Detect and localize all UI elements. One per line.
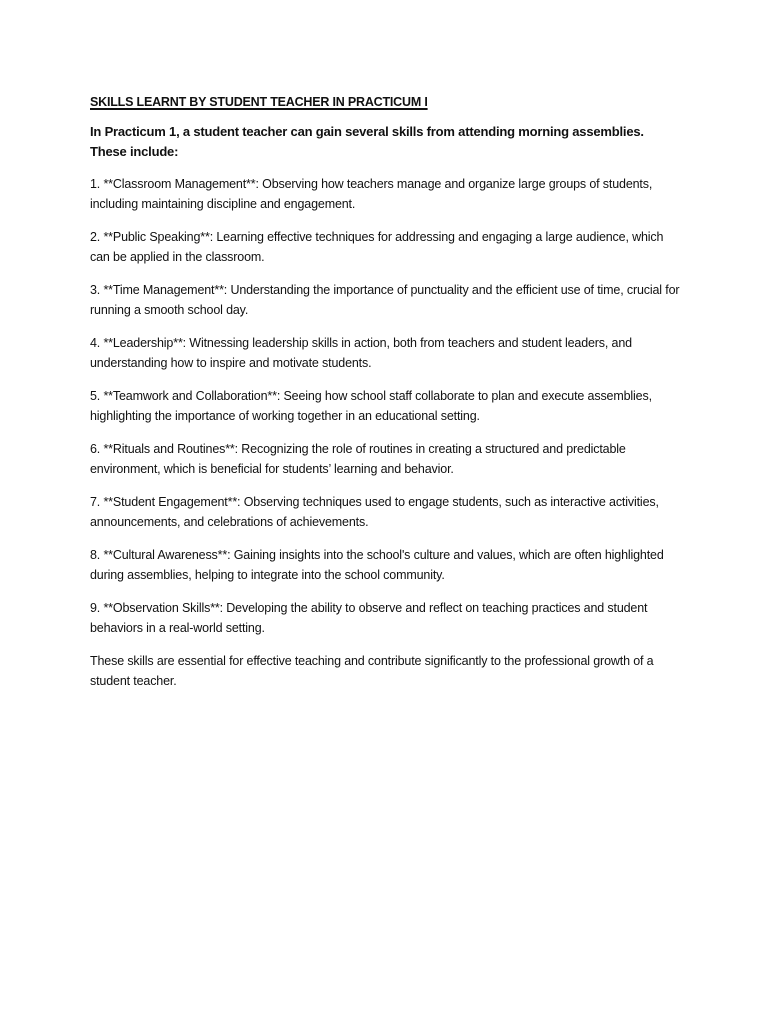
skill-item-time-management: 3. **Time Management**: Understanding the importance of punctuality and the efficient use of time, crucial for running a smooth school day. — [90, 283, 680, 317]
skill-item-public-speaking: 2. **Public Speaking**: Learning effective techniques for addressing and engaging a large audience, which can be applied in the classroom. — [90, 230, 664, 264]
skill-item-leadership: 4. **Leadership**: Witnessing leadership skills in action, both from teachers and student leaders, and understanding how to inspire and motivate students. — [90, 336, 632, 370]
skill-item-observation-skills: 9. **Observation Skills**: Developing the ability to observe and reflect on teaching practices and student behaviors in a real-world setting. — [90, 601, 648, 635]
skill-item-rituals-routines: 6. **Rituals and Routines**: Recognizing the role of routines in creating a structured and predictable environment, which is beneficial for students’ learning and behavior. — [90, 442, 626, 476]
skill-item-teamwork: 5. **Teamwork and Collaboration**: Seeing how school staff collaborate to plan and execute assemblies, highlighting the importance of working together in an educational setting. — [90, 389, 652, 423]
skill-item-cultural-awareness: 8. **Cultural Awareness**: Gaining insights into the school's culture and values, which are often highlighted during assemblies, helping to integrate into the school community. — [90, 548, 664, 582]
document-body — [90, 93, 680, 705]
skill-item-classroom-management: 1. **Classroom Management**: Observing how teachers manage and organize large groups of students, including maintaining discipline and engagement. — [90, 177, 653, 211]
document-title: SKILLS LEARNT BY STUDENT TEACHER IN PRACTICUM I — [90, 95, 428, 109]
intro-paragraph: In Practicum 1, a student teacher can gain several skills from attending morning assemblies. These include: — [90, 124, 644, 159]
skill-item-student-engagement: 7. **Student Engagement**: Observing techniques used to engage students, such as interactive activities, announcements, and celebrations of achievements. — [90, 495, 659, 529]
closing-paragraph: These skills are essential for effective teaching and contribute significantly to the professional growth of a student teacher. — [90, 654, 654, 688]
